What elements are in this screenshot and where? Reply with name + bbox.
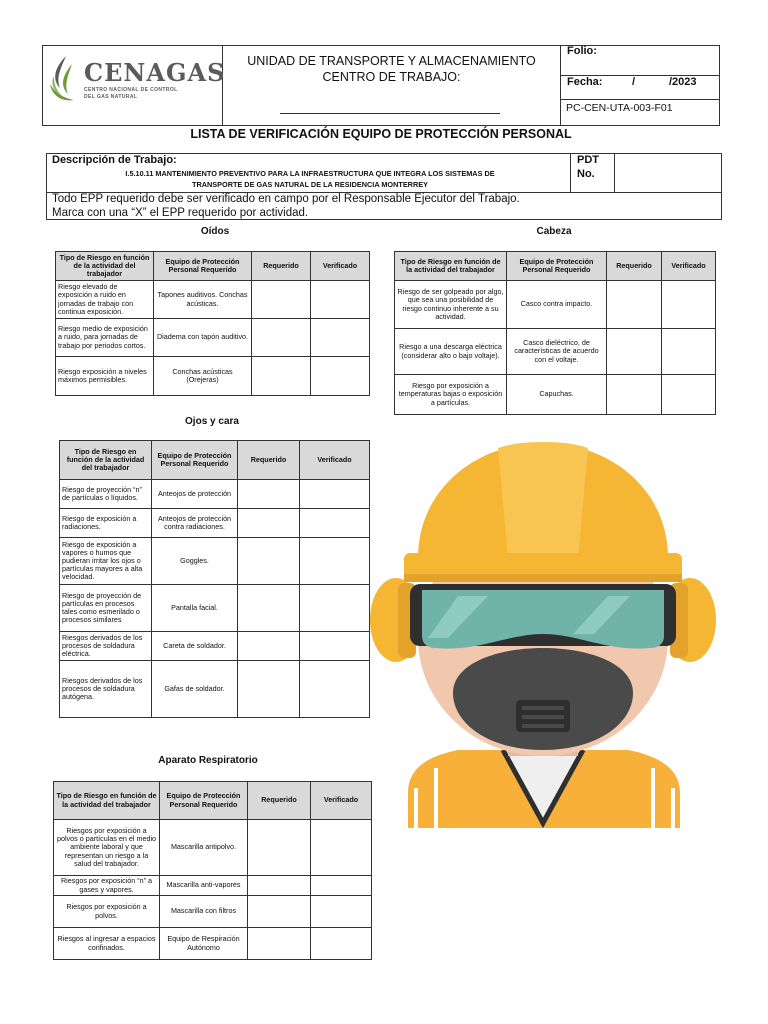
verificado-checkbox[interactable] <box>311 319 370 357</box>
requerido-checkbox[interactable] <box>252 281 311 319</box>
table-ojos <box>59 440 370 718</box>
header-divider-right <box>560 45 561 126</box>
table-oidos <box>55 251 370 396</box>
equipment-cell: Capuchas. <box>507 375 607 415</box>
section-title-ojos: Ojos y cara <box>185 416 239 427</box>
header-verificado: Verificado <box>300 441 370 480</box>
pdt-no-label: No. <box>577 168 595 180</box>
instruction-line-1: Todo EPP requerido debe ser verificado en campo por el Responsable Ejecutor del Trabajo. <box>52 193 520 205</box>
verificado-checkbox[interactable] <box>311 357 370 396</box>
header-row-line-2 <box>560 99 720 100</box>
equipment-cell: Conchas acústicas (Orejeras) <box>154 357 252 396</box>
verificado-checkbox[interactable] <box>311 820 372 876</box>
worker-ppe-illustration <box>368 438 718 828</box>
header-verificado: Verificado <box>662 252 716 281</box>
description-divider-v2 <box>614 153 615 192</box>
verificado-checkbox[interactable] <box>311 876 372 896</box>
verificado-checkbox[interactable] <box>662 281 716 329</box>
risk-cell: Riesgo elevado de exposición a ruido en jornadas de trabajo con continua exposición. <box>56 281 154 319</box>
section-title-oidos: Oídos <box>200 226 230 237</box>
verificado-checkbox[interactable] <box>662 329 716 375</box>
verificado-checkbox[interactable] <box>311 896 372 928</box>
description-label: Descripción de Trabajo: <box>52 154 177 166</box>
header-riesgo: Tipo de Riesgo en función de la actividad del trabajador <box>395 252 507 281</box>
risk-cell: Riesgo por exposición a temperaturas bajas o exposición a partículas. <box>395 375 507 415</box>
risk-cell: Riesgo de proyección “n” de partículas o líquidos. <box>60 480 152 509</box>
logo-subtitle-2: DEL GAS NATURAL <box>84 94 138 100</box>
risk-cell: Riesgo a una descarga eléctrica (considerar alto o bajo voltaje). <box>395 329 507 375</box>
equipment-cell: Careta de soldador. <box>152 632 238 661</box>
pdt-number-field[interactable] <box>616 155 720 190</box>
header-riesgo: Tipo de Riesgo en función de la actividad del trabajador <box>56 252 154 281</box>
risk-cell: Riesgo de proyección de partículas en procesos tales como esmerilado o procesos similares <box>60 585 152 632</box>
section-title-cabeza: Cabeza <box>536 226 572 237</box>
requerido-checkbox[interactable] <box>248 876 311 896</box>
requerido-checkbox[interactable] <box>607 329 662 375</box>
header-verificado: Verificado <box>311 252 370 281</box>
header-equipo: Equipo de Protección Personal Requerido <box>152 441 238 480</box>
fecha-year: /2023 <box>669 76 697 88</box>
folio-label: Folio: <box>567 45 597 57</box>
fecha-label: Fecha: <box>567 76 603 88</box>
risk-cell: Riesgos al ingresar a espacios confinados. <box>54 928 160 960</box>
work-center-field[interactable] <box>280 102 500 114</box>
work-center-label: CENTRO DE TRABAJO: <box>322 70 461 84</box>
risk-cell: Riesgo de exposición a radiaciones. <box>60 509 152 538</box>
description-text-2: TRANSPORTE DE GAS NATURAL DE LA RESIDENCIA MONTERREY <box>192 180 428 189</box>
equipment-cell: Equipo de Respiración Autónomo <box>160 928 248 960</box>
requerido-checkbox[interactable] <box>238 661 300 718</box>
document-code: PC-CEN-UTA-003-F01 <box>566 102 673 114</box>
risk-cell: Riesgo de exposición a vapores o humos que pudieran irritar los ojos o partículas mayores a alta velocidad. <box>60 538 152 585</box>
equipment-cell: Mascarilla con filtros <box>160 896 248 928</box>
table-respiratorio <box>53 781 372 960</box>
header-equipo: Equipo de Protección Personal Requerido <box>507 252 607 281</box>
equipment-cell: Tapones auditivos. Conchas acústicas. <box>154 281 252 319</box>
risk-cell: Riesgos por exposición a polvos. <box>54 896 160 928</box>
cenagas-logo <box>46 54 226 106</box>
verificado-checkbox[interactable] <box>311 281 370 319</box>
equipment-cell: Goggles. <box>152 538 238 585</box>
verificado-checkbox[interactable] <box>662 375 716 415</box>
equipment-cell: Casco dieléctrico, de características de acuerdo con el voltaje. <box>507 329 607 375</box>
requerido-checkbox[interactable] <box>238 509 300 538</box>
equipment-cell: Gafas de soldador. <box>152 661 238 718</box>
equipment-cell: Casco contra impacto. <box>507 281 607 329</box>
logo-subtitle-1: CENTRO NACIONAL DE CONTROL <box>84 87 178 93</box>
requerido-checkbox[interactable] <box>607 375 662 415</box>
header-requerido: Requerido <box>238 441 300 480</box>
risk-cell: Riesgo medio de exposición a ruido, para jornadas de trabajo por periodos cortos. <box>56 319 154 357</box>
description-text-1: I.5.10.11 MANTENIMIENTO PREVENTIVO PARA LA INFRAESTRUCTURA QUE INTEGRA LOS SISTEMAS DE <box>125 169 495 178</box>
requerido-checkbox[interactable] <box>607 281 662 329</box>
verificado-checkbox[interactable] <box>300 661 370 718</box>
risk-cell: Riesgo de ser golpeado por algo, que sea una posibilidad de riesgo continuo inherente a su actividad. <box>395 281 507 329</box>
header-equipo: Equipo de Protección Personal Requerido <box>154 252 252 281</box>
header-requerido: Requerido <box>248 782 311 820</box>
instruction-line-2: Marca con una “X” el EPP requerido por actividad. <box>52 207 309 219</box>
requerido-checkbox[interactable] <box>252 319 311 357</box>
page-title: LISTA DE VERIFICACIÓN EQUIPO DE PROTECCIÓN PERSONAL <box>190 127 572 141</box>
unit-title: UNIDAD DE TRANSPORTE Y ALMACENAMIENTO <box>247 54 536 68</box>
pdt-label: PDT <box>577 154 599 166</box>
equipment-cell: Mascarilla antipolvo. <box>160 820 248 876</box>
requerido-checkbox[interactable] <box>238 585 300 632</box>
fecha-slash: / <box>632 76 636 88</box>
section-title-respiratorio: Aparato Respiratorio <box>158 755 258 766</box>
header-riesgo: Tipo de Riesgo en función de la actividad del trabajador <box>54 782 160 820</box>
requerido-checkbox[interactable] <box>238 480 300 509</box>
equipment-cell: Pantalla facial. <box>152 585 238 632</box>
requerido-checkbox[interactable] <box>238 538 300 585</box>
equipment-cell: Anteojos de protección contra radiaciones. <box>152 509 238 538</box>
requerido-checkbox[interactable] <box>252 357 311 396</box>
header-verificado: Verificado <box>311 782 372 820</box>
description-divider-v1 <box>570 153 571 192</box>
equipment-cell: Diadema con tapón auditivo. <box>154 319 252 357</box>
risk-cell: Riesgos por exposición a polvos o partículas en el medio ambiente laboral y que representan un riesgo a la salud del trabajador. <box>54 820 160 876</box>
verificado-checkbox[interactable] <box>300 480 370 509</box>
verificado-checkbox[interactable] <box>311 928 372 960</box>
header-requerido: Requerido <box>252 252 311 281</box>
logo-wordmark: CENAGAS <box>84 58 226 87</box>
requerido-checkbox[interactable] <box>248 896 311 928</box>
risk-cell: Riesgos derivados de los procesos de soldadura eléctrica. <box>60 632 152 661</box>
verificado-checkbox[interactable] <box>300 632 370 661</box>
verificado-checkbox[interactable] <box>300 538 370 585</box>
requerido-checkbox[interactable] <box>248 820 311 876</box>
equipment-cell: Mascarilla anti-vapores <box>160 876 248 896</box>
risk-cell: Riesgo exposición a niveles máximos permisibles. <box>56 357 154 396</box>
header-equipo: Equipo de Protección Personal Requerido <box>160 782 248 820</box>
equipment-cell: Anteojos de protección <box>152 480 238 509</box>
verificado-checkbox[interactable] <box>300 509 370 538</box>
requerido-checkbox[interactable] <box>248 928 311 960</box>
header-requerido: Requerido <box>607 252 662 281</box>
header-riesgo: Tipo de Riesgo en función de la actividad del trabajador <box>60 441 152 480</box>
flame-logo-icon <box>46 54 82 104</box>
risk-cell: Riesgos por exposición “n” a gases y vapores. <box>54 876 160 896</box>
verificado-checkbox[interactable] <box>300 585 370 632</box>
requerido-checkbox[interactable] <box>238 632 300 661</box>
risk-cell: Riesgos derivados de los procesos de soldadura autógena. <box>60 661 152 718</box>
table-cabeza <box>394 251 716 415</box>
